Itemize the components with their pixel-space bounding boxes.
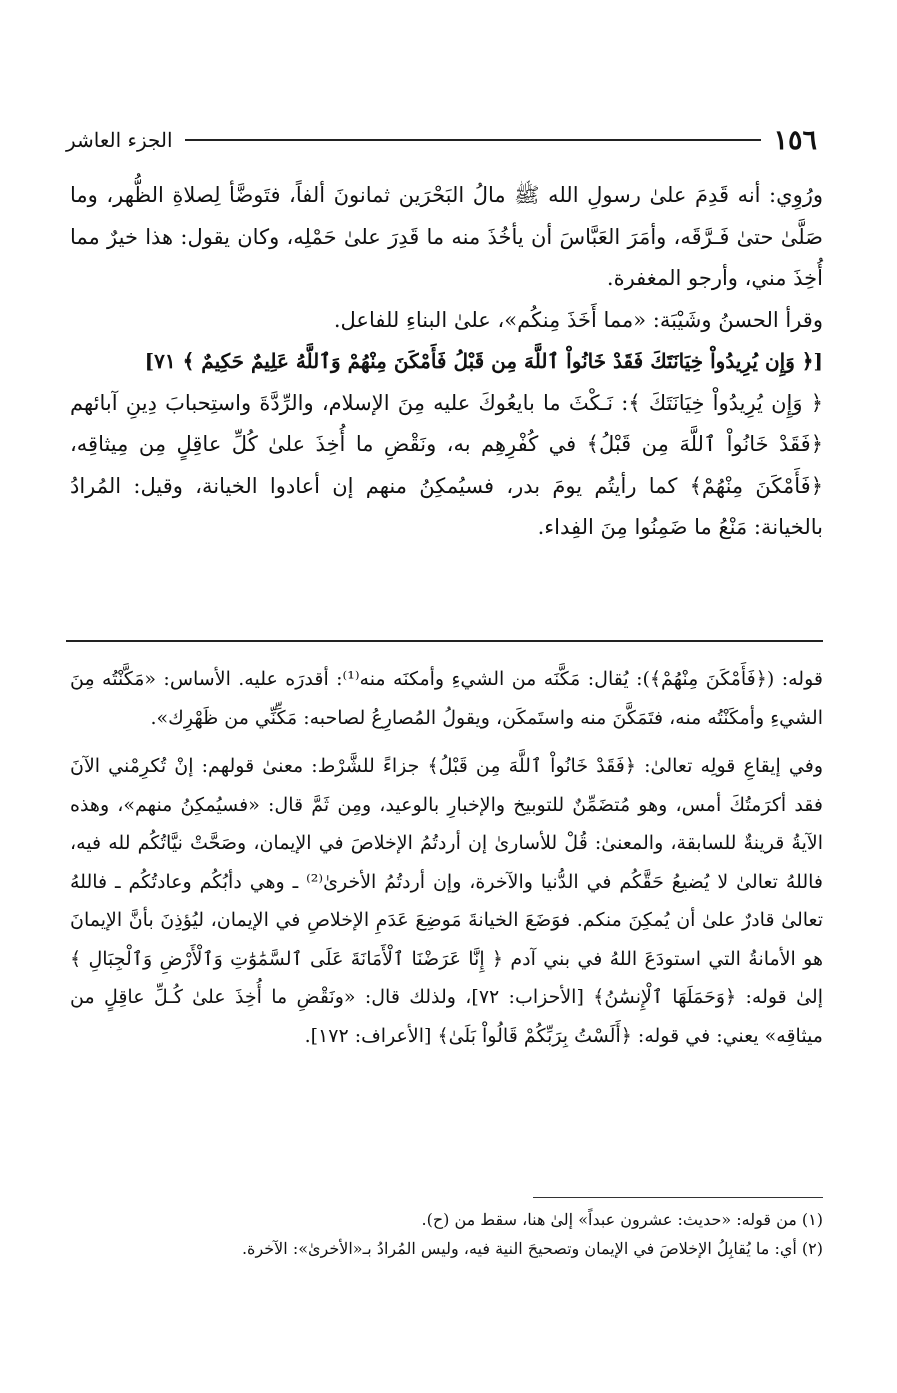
page-header xyxy=(66,120,817,160)
commentary-paragraph-1: قوله: (﴿فَأَمْكَنَ مِنْهُمْ﴾): يُقال: مَكَّنَه من الشيءِ وأمكنَه منه⁽¹⁾: أقدرَه عليه. الأساس: «مَكَّنْتُه مِنَ الشيءِ وأمكَنْتُه منه، فتَمَكَّنَ منه واستَمكَن، ويقولُ المُصارِعُ لصاحبه: مَكِّنِّي من ظَهْرِك». xyxy=(70,668,823,729)
footnotes xyxy=(70,1205,823,1263)
main-paragraph-3: ﴿ وَإِن يُرِيدُواْ خِيَانَتَكَ ﴾: نَـكْثَ ما بايعُوكَ عليه مِنَ الإسلام، والرِّدَّةَ واستِحبابَ دِينِ آبائهم ﴿فَقَدْ خَانُواْ ٱللَّهَ مِن قَبْلُ﴾ في كُفْرِهِم به، ونَقْضِ ما أُخِذَ علىٰ كُلِّ عاقِلٍ مِن مِيثاقِه، ﴿فَأَمْكَنَ مِنْهُمْ﴾ كما رأيتُم يومَ بدر، فسيُمكِنُ منهم إن أعادوا الخيانة، وقيل: المُرادُ بالخيانة: مَنْعُ ما ضَمِنُوا مِنَ الفِداء. xyxy=(70,390,823,539)
footnote-divider xyxy=(533,1197,823,1198)
commentary-paragraph-2: وفي إيقاعِ قولِه تعالىٰ: ﴿فَقَدْ خَانُواْ ٱللَّهَ مِن قَبْلُ﴾ جزاءً للشَّرْط: معنىٰ قولهم: إنْ تُكرِمْني الآنَ فقد أكرَمتُكَ أمس، وهو مُتضَمِّنٌ للتوبيخ والإخبارِ بالوعيد، ومِن ثَمَّ قال: «فسيُمكِنُ منهم»، وهذه الآيةُ قرينةٌ للسابقة، والمعنىٰ: قُلْ للأسارىٰ إن أردتُمُ الإخلاصَ في الإيمان، وصَحَّتْ نيَّاتُكُم لله فيه، فاللهُ تعالىٰ لا يُضيعُ حَقَّكُم في الدُّنيا والآخرة، وإن أردتُمُ الأخرىٰ⁽²⁾ ـ وهي دأبُكُم وعادتُكُم ـ فاللهُ تعالىٰ قادرٌ علىٰ أن يُمكِنَ منكم. فوَضَعَ الخيانةَ مَوضِعَ عَدَمِ الإخلاصِ في الإيمان، ليُؤذِنَ بأنَّ الإيمانَ هو الأمانةُ التي استودَعَ اللهُ في بني آدم ﴿ إِنَّا عَرَضْنَا ٱلْأَمَانَةَ عَلَى ٱلسَّمَٰوَٰتِ وَٱلْأَرْضِ وَٱلْجِبَالِ ﴾ إلىٰ قوله: ﴿وَحَمَلَهَا ٱلْإِنسَٰنُ﴾ [الأحزاب: ٧٢]، ولذلك قال: «ونَقْضِ ما أُخِذَ علىٰ كُـلِّ عاقِلٍ من ميثاقِه» يعني: في قوله: ﴿أَلَسْتُ بِرَبِّكُمْ قَالُواْ بَلَىٰ﴾ [الأعراف: ١٧٢]. xyxy=(70,755,823,1047)
section-divider xyxy=(66,640,823,642)
page-number: ١٥٦ xyxy=(773,124,817,156)
running-title: الجزء العاشر xyxy=(66,128,173,152)
main-paragraph-2: وقرأ الحسنُ وشَيْبَة: «مما أَخَذَ مِنكُم»، علىٰ البناءِ للفاعل. xyxy=(333,307,823,332)
main-text xyxy=(70,175,823,549)
footnote-2: (٢) أي: ما يُقابِلُ الإخلاصَ في الإيمان وتصحيحَ النية فيه، وليس المُرادُ بـ«الأخرىٰ»: الآخرة. xyxy=(241,1239,823,1258)
header-rule xyxy=(185,139,762,141)
main-paragraph-1: ورُوِي: أنه قَدِمَ علىٰ رسولِ الله ﷺ مالُ البَحْرَين ثمانونَ ألفاً، فتَوضَّأ لِصلاةِ الظُّهر، وما صَلَّىٰ حتىٰ فَـرَّقَه، وأمَرَ العَبَّاسَ أن يأخُذَ منه ما قَدِرَ علىٰ حَمْلِه، وكان يقول: هذا خيرٌ مما أُخِذَ مني، وأرجو المغفرة. xyxy=(70,183,823,290)
quran-verse: [﴿ وَإِن يُرِيدُواْ خِيَانَتَكَ فَقَدْ خَانُواْ ٱللَّهَ مِن قَبْلُ فَأَمْكَنَ مِنْهُمْ وَٱللَّهُ عَلِيمٌ حَكِيمٌ ﴾ ٧١] xyxy=(144,349,823,373)
commentary xyxy=(70,660,823,1055)
footnote-1: (١) من قوله: «حديث: عشرون عبداً» إلىٰ هنا، سقط من (ح). xyxy=(421,1210,823,1229)
